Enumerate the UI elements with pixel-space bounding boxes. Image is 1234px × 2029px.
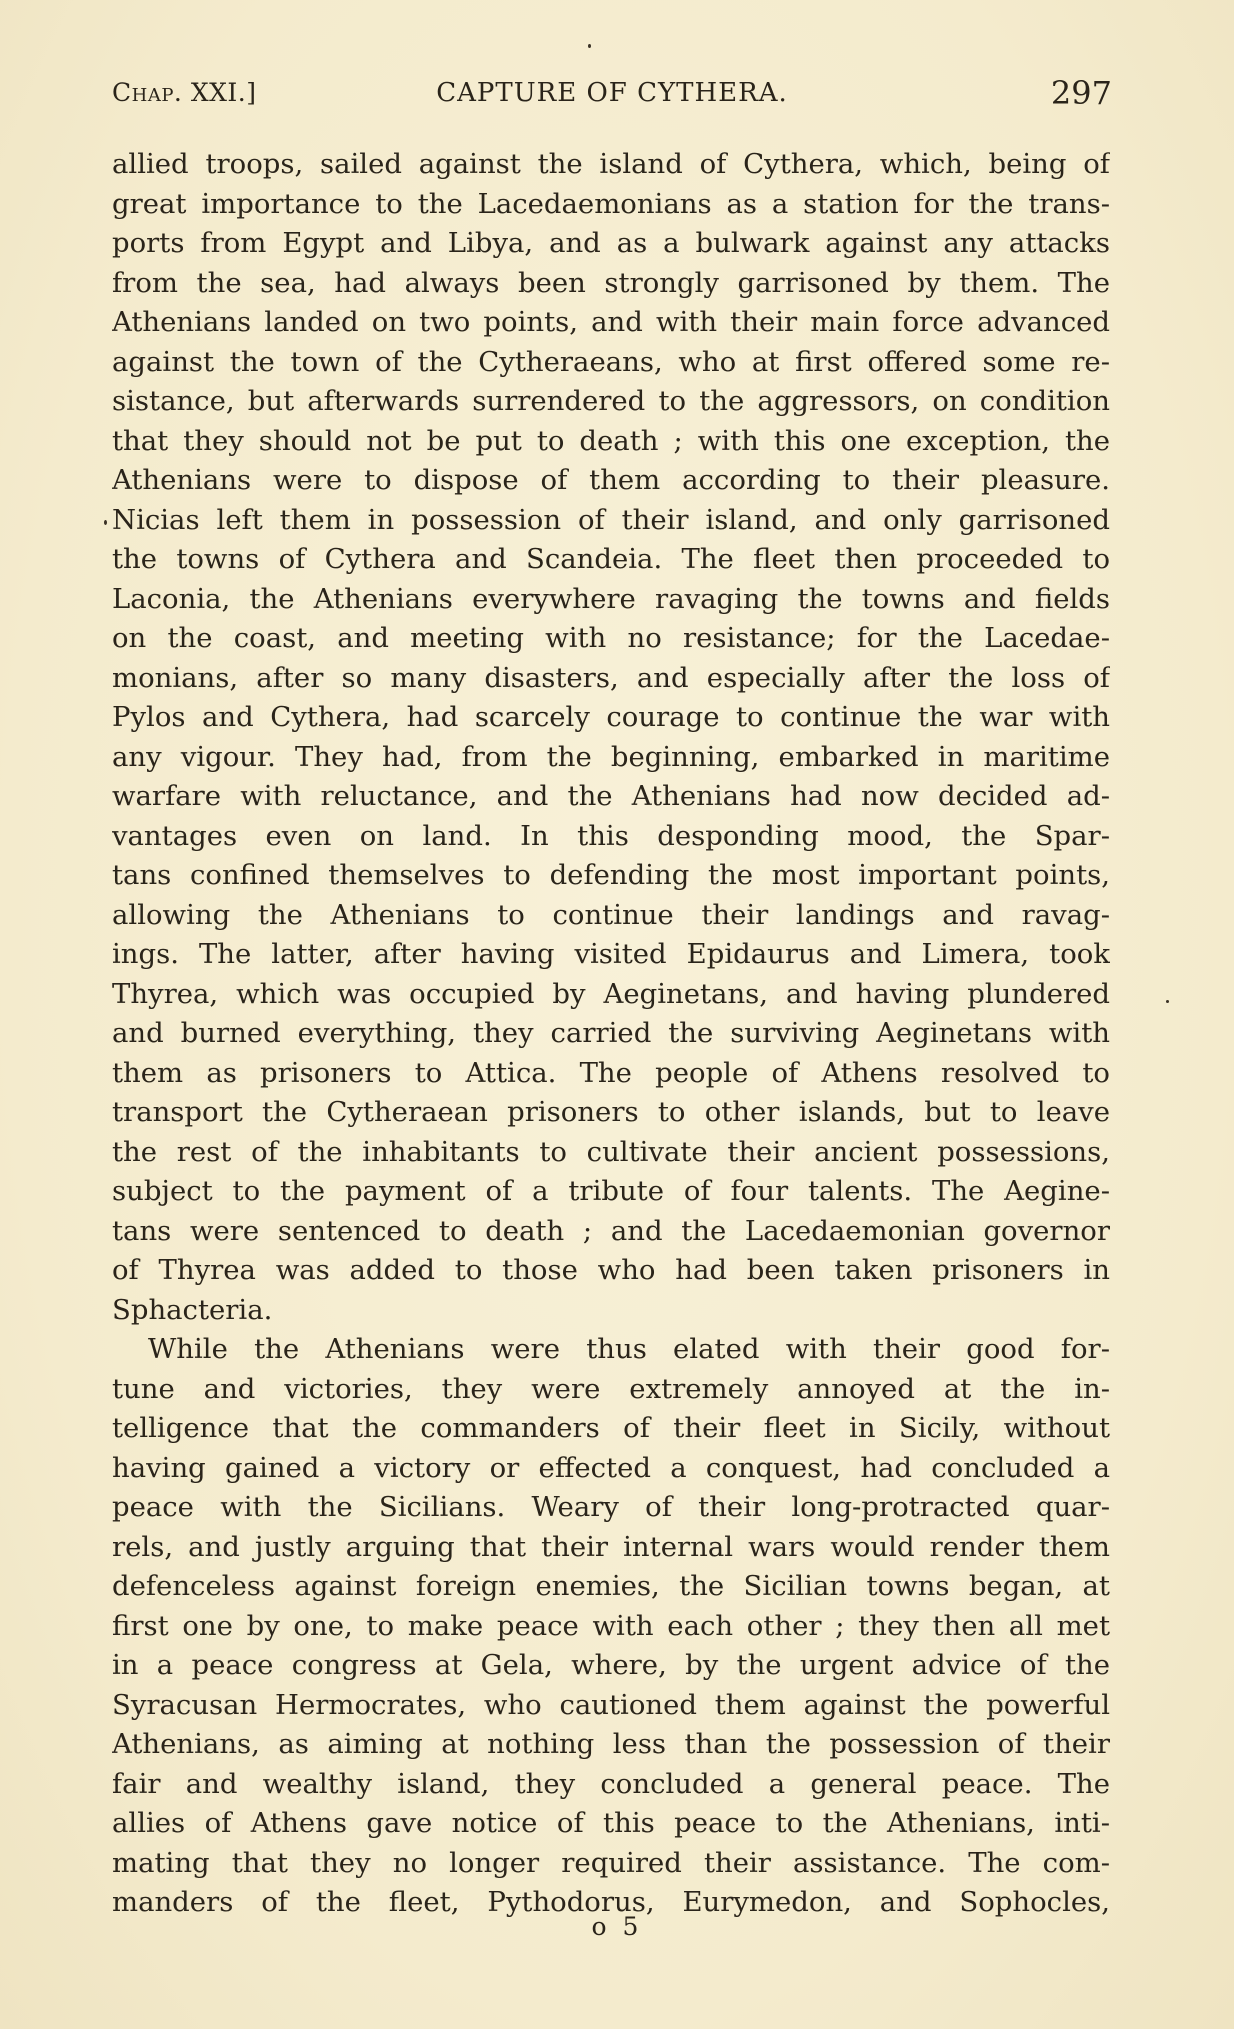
text-line: the rest of the inhabitants to cultivate their ancient possessions, — [112, 1135, 1110, 1168]
text-line: the towns of Cythera and Scandeia. The fleet then proceeded to — [112, 543, 1110, 575]
text-line: mating that they no longer required their assistance. The com- — [112, 1846, 1110, 1879]
page-number: 297 — [1050, 74, 1112, 112]
text-line: having gained a victory or effected a conquest, had concluded a — [112, 1451, 1110, 1484]
page-title: CAPTURE OF CYTHERA. — [436, 78, 788, 108]
text-line: sistance, but afterwards surrendered to the aggressors, on condition — [112, 385, 1110, 417]
text-line: Athenians, as aiming at nothing less than the possession of their — [112, 1728, 1110, 1760]
text-line: in a peace congress at Gela, where, by the urgent advice of the — [112, 1649, 1110, 1681]
text-line: Nicias left them in possession of their island, and only garrisoned — [112, 503, 1110, 536]
text-line: monians, after so many disasters, and especially after the loss of — [112, 661, 1110, 694]
text-line: Pylos and Cythera, had scarcely courage to continue the war with — [112, 701, 1110, 733]
text-line: ports from Egypt and Libya, and as a bulwark against any attacks — [112, 227, 1110, 259]
paragraph-end-line: Sphacteria. — [112, 1293, 273, 1326]
text-line: peace with the Sicilians. Weary of their long-protracted quar- — [112, 1491, 1110, 1523]
text-line: ings. The latter, after having visited Epidaurus and Limera, took — [112, 938, 1110, 970]
text-line: them as prisoners to Attica. The people of Athens resolved to — [112, 1056, 1110, 1089]
text-line: defenceless against foreign enemies, the Sicilian towns began, at — [112, 1570, 1110, 1602]
text-line: on the coast, and meeting with no resistance; for the Lacedae- — [112, 622, 1110, 654]
text-line: Athenians landed on two points, and with their main force advanced — [112, 306, 1110, 338]
text-line: of Thyrea was added to those who had been taken prisoners in — [112, 1254, 1110, 1286]
text-line: and burned everything, they carried the surviving Aeginetans with — [112, 1017, 1110, 1049]
text-line: from the sea, had always been strongly garrisoned by them. The — [112, 266, 1110, 299]
speck — [104, 520, 107, 525]
signature-mark: o 5 — [591, 1912, 643, 1941]
text-line: that they should not be put to death ; with this one exception, the — [112, 424, 1110, 457]
text-line: any vigour. They had, from the beginning, embarked in maritime — [112, 740, 1110, 773]
text-line: rels, and justly arguing that their internal wars would render them — [112, 1530, 1110, 1563]
running-header — [112, 74, 1112, 118]
text-line: telligence that the commanders of their fleet in Sicily, without — [112, 1412, 1110, 1444]
text-line: subject to the payment of a tribute of four talents. The Aegine- — [112, 1175, 1110, 1207]
text-line: fair and wealthy island, they concluded a general peace. The — [112, 1767, 1110, 1800]
text-line: Laconia, the Athenians everywhere ravaging the towns and fields — [112, 582, 1110, 615]
text-line: against the town of the Cytheraeans, who at first offered some re- — [112, 345, 1110, 378]
text-line: tune and victories, they were extremely annoyed at the in- — [112, 1372, 1110, 1405]
text-line: tans were sentenced to death ; and the Lacedaemonian governor — [112, 1214, 1110, 1247]
text-line: Thyrea, which was occupied by Aeginetans, and having plundered — [112, 977, 1110, 1010]
text-line: tans confined themselves to defending the most important points, — [112, 859, 1110, 891]
text-line: allies of Athens gave notice of this peace to the Athenians, inti- — [112, 1807, 1110, 1839]
speck — [1166, 1000, 1169, 1003]
body-text — [112, 145, 1110, 1923]
text-line: allowing the Athenians to continue their landings and ravag- — [112, 898, 1110, 931]
paragraph-start-line: While the Athenians were thus elated with their good for- — [148, 1333, 1110, 1365]
text-line: great importance to the Lacedaemonians as a station for the trans- — [112, 187, 1110, 220]
text-line: Syracusan Hermocrates, who cautioned them against the powerful — [112, 1688, 1110, 1721]
chapter-label: Chap. XXI.] — [112, 78, 257, 107]
text-line: first one by one, to make peace with each other ; they then all met — [112, 1609, 1110, 1642]
text-line: manders of the fleet, Pythodorus, Eurymedon, and Sophocles, — [112, 1886, 1110, 1918]
speck — [588, 44, 591, 48]
text-line: warfare with reluctance, and the Athenians had now decided ad- — [112, 780, 1110, 812]
text-line: transport the Cytheraean prisoners to other islands, but to leave — [112, 1096, 1110, 1128]
text-line: vantages even on land. In this desponding mood, the Spar- — [112, 819, 1110, 852]
text-line: Athenians were to dispose of them according to their pleasure. — [112, 464, 1110, 496]
text-line: allied troops, sailed against the island of Cythera, which, being of — [112, 148, 1110, 180]
